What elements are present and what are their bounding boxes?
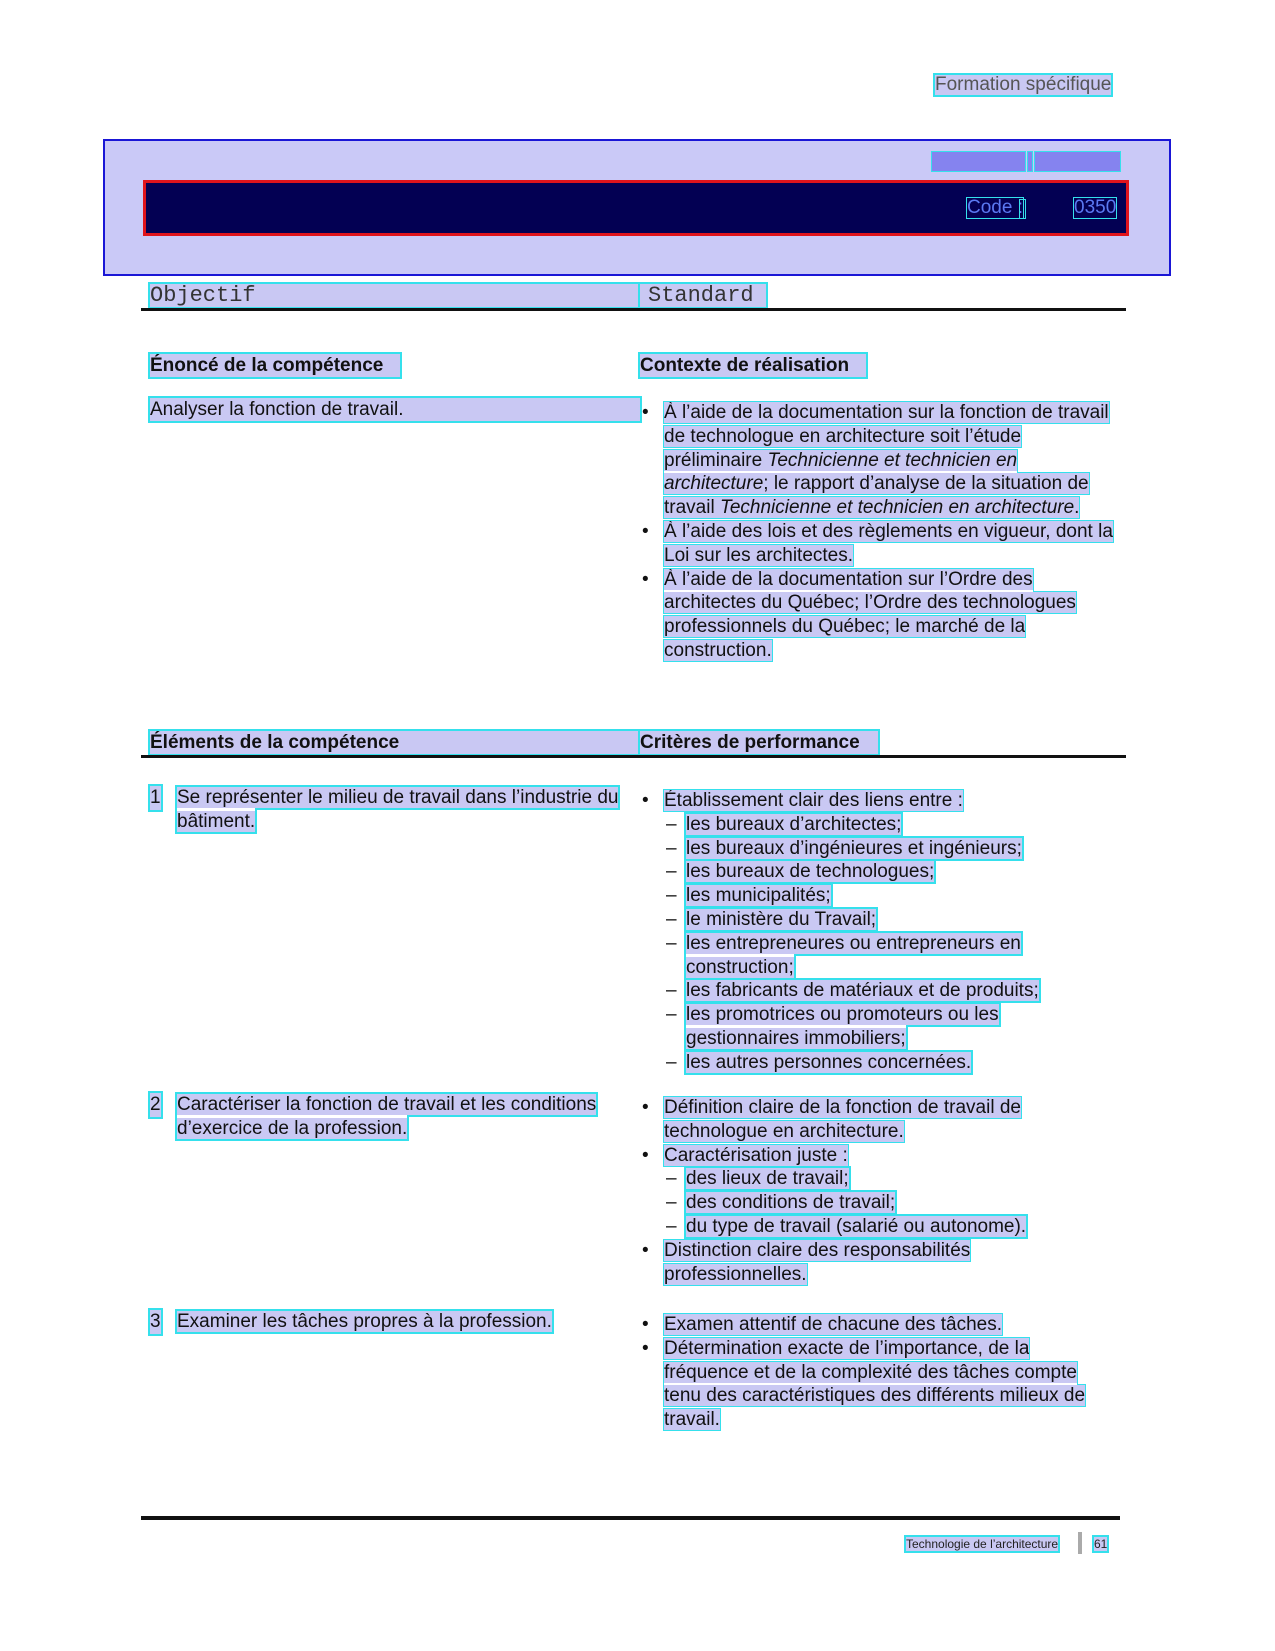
context-list xyxy=(640,401,1115,663)
bullet-icon: • xyxy=(642,1239,649,1261)
document-title: Technicienne et technicien en architecture xyxy=(664,449,1018,495)
bullet-icon: • xyxy=(642,1097,649,1118)
criterion-subitem xyxy=(640,1215,1115,1239)
bullet-icon: • xyxy=(642,402,649,423)
criterion-text: Examen attentif de chacune des tâches. xyxy=(664,1314,1002,1335)
criterion-subitem xyxy=(640,837,1115,861)
criterion-subitem-text: les fabricants de matériaux et de produits; xyxy=(686,980,1039,1002)
criterion-text: Établissement clair des liens entre : xyxy=(664,790,963,811)
criterion-subitem xyxy=(640,908,1115,932)
criterion-subitem xyxy=(640,1191,1115,1215)
criterion-subitem xyxy=(640,979,1115,1003)
dash-icon: – xyxy=(666,1004,677,1026)
element-text-content: Examiner les tâches propres à la profession. xyxy=(177,1311,552,1332)
competency-element xyxy=(150,786,640,834)
banner-tabs xyxy=(932,152,1120,171)
dash-icon: – xyxy=(666,1215,677,1237)
element-number: 2 xyxy=(150,1094,161,1115)
section-divider xyxy=(141,755,1126,758)
competency-statement-heading: Énoncé de la compétence xyxy=(150,354,400,377)
code-value: 0350 xyxy=(1074,197,1117,218)
dash-icon: – xyxy=(666,908,677,930)
criterion-subitem-text: les bureaux d’architectes; xyxy=(686,813,902,835)
criterion xyxy=(640,1337,1115,1432)
dash-icon: – xyxy=(666,1192,677,1214)
context-heading: Contexte de réalisation xyxy=(640,354,866,377)
bullet-icon: • xyxy=(642,1314,649,1335)
elements-heading: Éléments de la compétence xyxy=(150,731,640,754)
criterion-subitem xyxy=(640,1003,1115,1051)
element-text xyxy=(150,1310,640,1334)
criterion-subitem-text: les bureaux de technologues; xyxy=(686,861,935,883)
element-number: 1 xyxy=(150,787,161,808)
context-text-run: . xyxy=(1074,497,1080,519)
criterion xyxy=(640,1144,1115,1168)
bullet-icon: • xyxy=(642,520,649,542)
criterion-subitem-text: les promotrices ou promoteurs ou les gestionnaires immobiliers; xyxy=(686,1004,999,1049)
bullet-icon: • xyxy=(642,568,649,590)
criterion xyxy=(640,1096,1115,1144)
bullet-icon: • xyxy=(642,790,649,811)
context-item xyxy=(640,568,1115,663)
criterion-subitem-text: les bureaux d’ingénieures et ingénieurs; xyxy=(686,837,1022,859)
criteria-list xyxy=(640,1313,1115,1432)
page-number: 61 xyxy=(1094,1537,1108,1551)
criterion-text: Distinction claire des responsabilités professionnelles. xyxy=(664,1239,971,1285)
competency-element xyxy=(150,1093,640,1141)
footer-divider xyxy=(141,1516,1120,1520)
dash-icon: – xyxy=(666,861,677,883)
criteria-heading: Critères de performance xyxy=(640,731,878,754)
dash-icon: – xyxy=(666,1168,677,1190)
context-item xyxy=(640,401,1115,520)
dash-icon: – xyxy=(666,932,677,954)
criterion-subitem-text: des lieux de travail; xyxy=(686,1168,849,1190)
criterion-subitem-text: les entrepreneures ou entrepreneurs en construction; xyxy=(686,932,1021,978)
criterion-subitem xyxy=(640,1167,1115,1191)
context-text-run: ; le rapport d’analyse de la situation de travail xyxy=(664,473,1089,519)
dash-icon: – xyxy=(666,837,677,859)
objective-column-label: Objectif xyxy=(150,284,640,307)
section-label: Formation spécifique xyxy=(935,74,1112,95)
dash-icon: – xyxy=(666,980,677,1002)
criterion-text: Détermination exacte de l’importance, de la fréquence et de la complexité des tâches compte tenu des caractéristiques des différents milieux de travail. xyxy=(664,1337,1086,1431)
criteria-list xyxy=(640,789,1115,1075)
context-text-run: À l’aide des lois et des règlements en vigueur, dont la Loi sur les architectes. xyxy=(664,520,1113,566)
criterion-subitem-text: les municipalités; xyxy=(686,885,831,907)
competency-element xyxy=(150,1310,640,1334)
criterion-subitem-text: des conditions de travail; xyxy=(686,1192,896,1214)
element-text xyxy=(150,786,640,834)
dash-icon: – xyxy=(666,813,677,835)
bullet-icon: • xyxy=(642,1144,649,1166)
criteria-list xyxy=(640,1096,1115,1286)
code-label: Code : xyxy=(967,197,1023,218)
header-divider xyxy=(141,308,1126,311)
document-title: Technicienne et technicien en architecture xyxy=(719,497,1075,519)
criterion-subitem xyxy=(640,813,1115,837)
criterion-subitem xyxy=(640,932,1115,980)
footer-title: Technologie de l’architecture xyxy=(906,1537,1059,1551)
banner-tab-divider xyxy=(1028,152,1032,171)
context-item xyxy=(640,520,1115,568)
criterion-subitem-text: les autres personnes concernées. xyxy=(686,1051,972,1073)
criterion-text: Caractérisation juste : xyxy=(664,1144,848,1166)
context-item-text xyxy=(664,569,1076,661)
criterion-subitem xyxy=(640,1051,1115,1075)
element-text-content: Caractériser la fonction de travail et les conditions d’exercice de la profession. xyxy=(177,1094,597,1139)
context-text-run: À l’aide de la documentation sur l’Ordre des architectes du Québec; l’Ordre des technologues professionnels du Québec; le marché de la construction. xyxy=(664,568,1076,661)
context-item-text xyxy=(664,402,1109,518)
element-text xyxy=(150,1093,640,1141)
standard-column-label: Standard xyxy=(640,284,766,307)
context-text-run: À l’aide de la documentation sur la fonction de travail de technologue en architecture soit l’étude préliminaire xyxy=(664,402,1109,471)
criterion-subitem-text: le ministère du Travail; xyxy=(686,908,877,930)
footer-separator xyxy=(1078,1532,1082,1554)
dash-icon: – xyxy=(666,885,677,907)
element-number: 3 xyxy=(150,1311,161,1332)
criterion-subitem-text: du type de travail (salarié ou autonome). xyxy=(686,1215,1027,1237)
banner-tab-left xyxy=(932,152,1025,171)
criterion-subitem xyxy=(640,860,1115,884)
code-separator xyxy=(1020,200,1025,218)
bullet-icon: • xyxy=(642,1337,649,1359)
criterion-subitem xyxy=(640,884,1115,908)
criterion xyxy=(640,789,1115,813)
dash-icon: – xyxy=(666,1051,677,1073)
criterion xyxy=(640,1313,1115,1337)
element-text-content: Se représenter le milieu de travail dans l’industrie du bâtiment. xyxy=(177,787,619,832)
competency-statement: Analyser la fonction de travail. xyxy=(150,398,640,421)
banner-tab-right xyxy=(1035,152,1120,171)
criterion-text: Définition claire de la fonction de travail de technologue en architecture. xyxy=(664,1097,1021,1142)
context-item-text xyxy=(664,521,1113,566)
criterion xyxy=(640,1239,1115,1287)
